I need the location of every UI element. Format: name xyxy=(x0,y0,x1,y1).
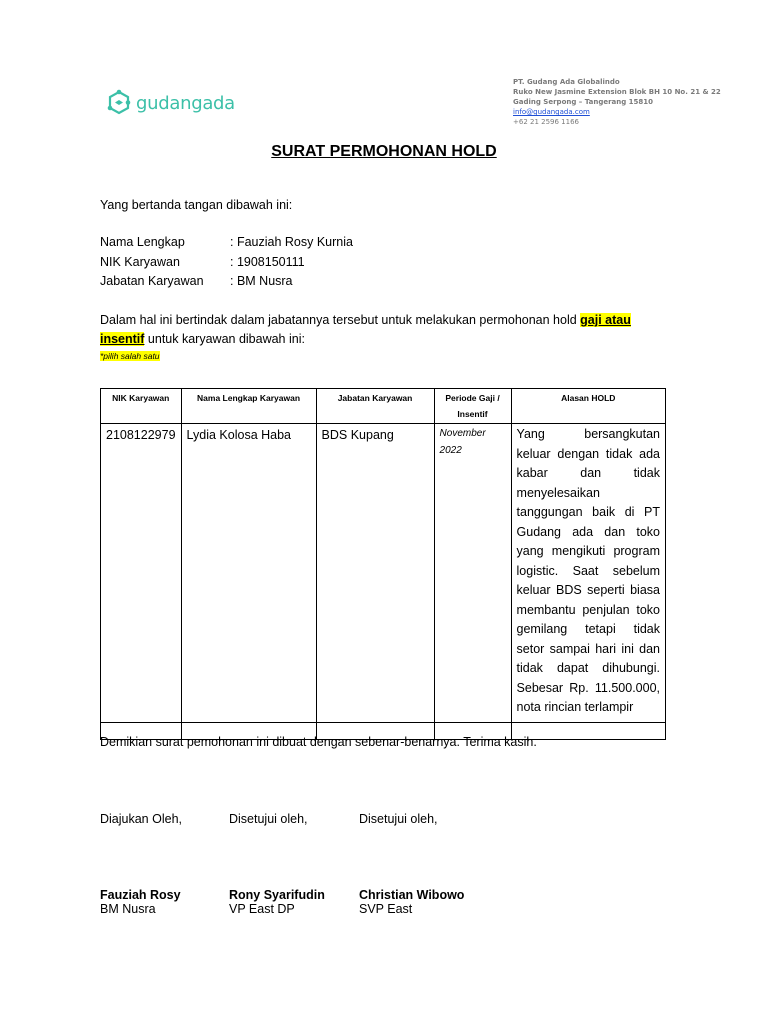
company-address-line1: Ruko New Jasmine Extension Blok BH 10 No. 21 & 22 xyxy=(513,88,721,96)
column-header: Periode Gaji / Insentif xyxy=(434,389,511,424)
company-logo xyxy=(106,86,235,120)
table-row xyxy=(101,424,666,723)
signer-role: BM Nusra xyxy=(100,902,156,916)
field-label: Jabatan Karyawan xyxy=(100,274,204,288)
field-value: : 1908150111 xyxy=(230,254,305,269)
selection-note: *pilih salah satu xyxy=(100,351,160,361)
company-name: PT. Gudang Ada Globalindo xyxy=(513,78,620,86)
signer-role: VP East DP xyxy=(229,902,295,916)
signature-heading: Diajukan Oleh, xyxy=(100,812,182,826)
intro-text: Yang bertanda tangan dibawah ini: xyxy=(100,198,293,212)
paragraph-text-after: untuk karyawan dibawah ini: xyxy=(144,332,305,346)
hold-table xyxy=(100,388,666,740)
company-email-link[interactable]: info@gudangada.com xyxy=(513,108,590,116)
field-label: NIK Karyawan xyxy=(100,254,180,269)
signer-name: Christian Wibowo xyxy=(359,888,465,902)
column-header: Nama Lengkap Karyawan xyxy=(181,389,316,424)
closing-text: Demikian surat pemohonan ini dibuat dengan sebenar-benarnya. Terima kasih. xyxy=(100,735,537,749)
field-row-nik xyxy=(100,253,353,273)
cell-name: Lydia Kolosa Haba xyxy=(181,424,316,723)
signature-heading: Disetujui oleh, xyxy=(229,812,308,826)
cell-position: BDS Kupang xyxy=(316,424,434,723)
field-value: : Fauziah Rosy Kurnia xyxy=(230,235,353,249)
field-row-name xyxy=(100,233,353,253)
column-header: NIK Karyawan xyxy=(101,389,182,424)
cell-nik: 2108122979 xyxy=(101,424,182,723)
table-header-row xyxy=(101,389,666,424)
highlighted-option: gaji atau insentif xyxy=(100,313,631,346)
hexagon-logo-icon xyxy=(106,89,132,117)
request-paragraph xyxy=(100,311,670,349)
document-title: SURAT PERMOHONAN HOLD xyxy=(271,143,497,160)
logo-wordmark: gudangada xyxy=(136,92,235,114)
signature-heading: Disetujui oleh, xyxy=(359,812,438,826)
company-info xyxy=(513,77,721,127)
field-row-position xyxy=(100,272,353,292)
cell-reason: Yang bersangkutan keluar dengan tidak ada kabar dan tidak menyelesaikan tanggungan baik di PT Gudang ada dan toko yang mengikuti program logistic. Saat sebelum keluar BDS seperti biasa membantu penjulan toko gemilang tetapi tidak setor sampai hari ini dan tidak dapat dihubungi. Sebesar Rp. 11.500.000, nota rincian terlampir xyxy=(511,424,665,723)
paragraph-text-before: Dalam hal ini bertindak dalam jabatannya tersebut untuk melakukan permohonan hold xyxy=(100,313,581,327)
column-header: Jabatan Karyawan xyxy=(316,389,434,424)
field-value: : BM Nusra xyxy=(230,274,293,288)
company-address-line2: Gading Serpong – Tangerang 15810 xyxy=(513,98,654,106)
company-phone: +62 21 2596 1166 xyxy=(513,118,579,126)
signer-role: SVP East xyxy=(359,902,413,916)
signer-name: Fauziah Rosy xyxy=(100,888,181,902)
applicant-fields xyxy=(100,233,353,292)
cell-period: November 2022 xyxy=(434,424,511,723)
column-header: Alasan HOLD xyxy=(511,389,665,424)
field-label: Nama Lengkap xyxy=(100,235,185,249)
signer-name: Rony Syarifudin xyxy=(229,888,325,902)
